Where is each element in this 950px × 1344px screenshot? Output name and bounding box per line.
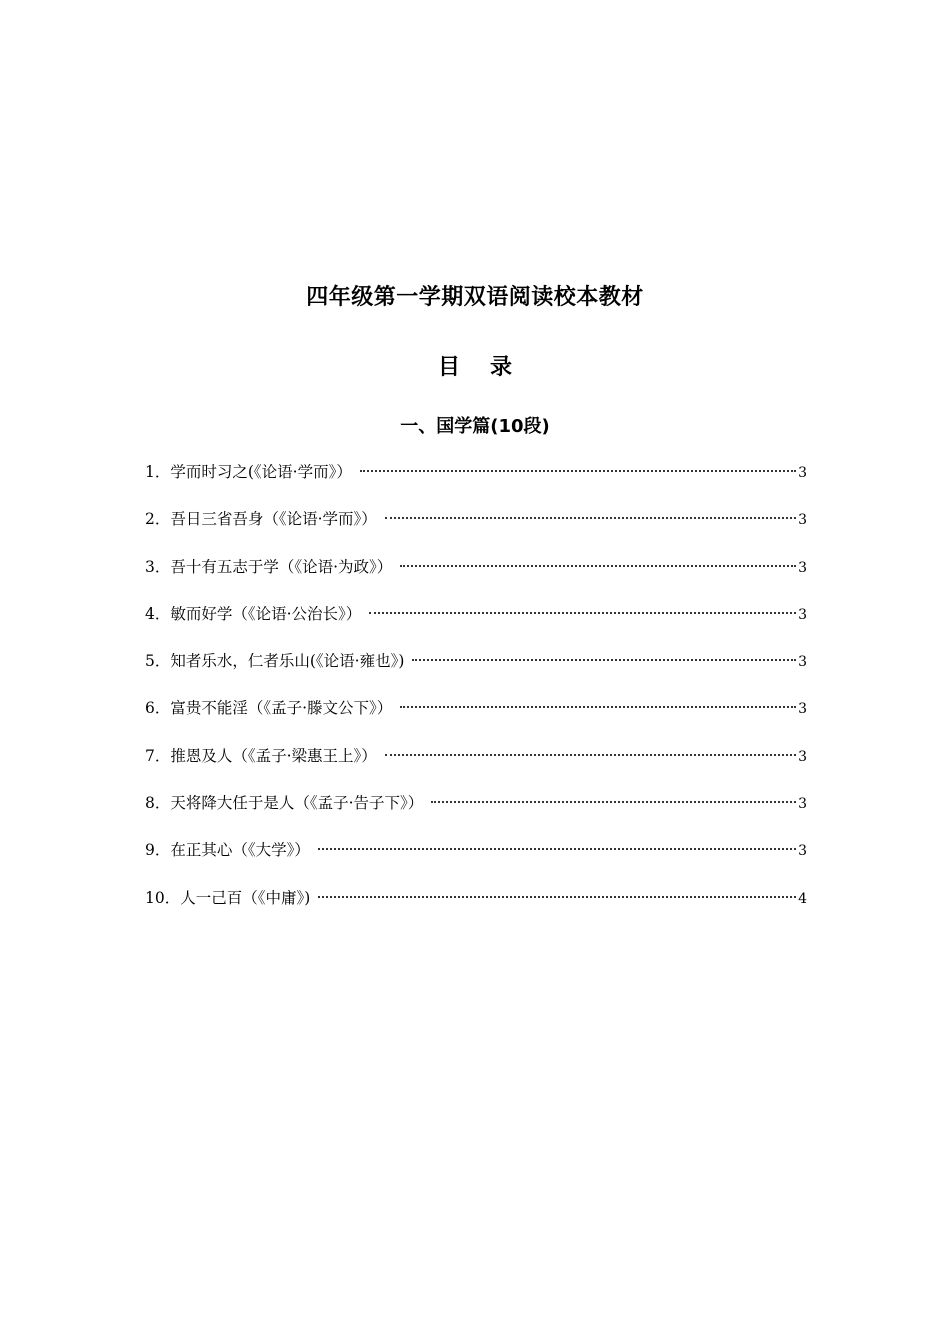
toc-entry-label: 5．知者乐水，仁者乐山(《论语·雍也》) — [145, 652, 405, 671]
dot-leader — [318, 896, 796, 898]
dot-leader — [318, 848, 796, 850]
document-title: 四年级第一学期双语阅读校本教材 — [306, 285, 644, 310]
toc-entry[interactable] — [145, 600, 807, 647]
toc-entry[interactable] — [145, 694, 807, 741]
dot-leader — [431, 801, 796, 803]
toc-entry-label: 2．吾日三省吾身（《论语·学而》） — [145, 510, 377, 529]
toc-entry[interactable] — [145, 647, 807, 694]
toc-entry-page: 3 — [798, 465, 807, 481]
toc-heading-left: 目 — [437, 355, 460, 380]
toc-entry-label: 3．吾十有五志于学（《论语·为政》） — [145, 557, 393, 576]
dot-leader — [385, 754, 796, 756]
toc-entry[interactable] — [145, 458, 807, 505]
toc-entry[interactable] — [145, 789, 807, 836]
toc-entry-page: 3 — [798, 559, 807, 576]
toc-entry-page: 3 — [798, 701, 807, 718]
toc-entry[interactable] — [145, 553, 807, 600]
toc-entry-page: 3 — [798, 512, 807, 529]
toc-entry-label: 10．人一己百（《中庸》) — [145, 888, 311, 907]
toc-entry-label: 1．学而时习之(《论语·学而》） — [145, 463, 352, 481]
toc-entry-page: 3 — [798, 748, 807, 765]
toc-heading — [0, 350, 950, 381]
dot-leader — [400, 706, 796, 708]
toc-entry-page: 3 — [798, 606, 807, 623]
toc-entry-page: 3 — [798, 843, 807, 860]
toc-entry-label: 9．在正其心（《大学》） — [145, 841, 310, 860]
dot-leader — [360, 470, 796, 472]
toc-entry-label: 4．敏而好学（《论语·公治长》） — [145, 604, 362, 623]
dot-leader — [369, 612, 796, 614]
toc-entry[interactable] — [145, 505, 807, 552]
dot-leader — [385, 517, 796, 519]
toc-entry-page: 4 — [798, 890, 807, 907]
toc-entry[interactable] — [145, 836, 807, 883]
toc-entry-label: 8．天将降大任于是人（《孟子·告子下》） — [145, 794, 424, 813]
dot-leader — [400, 565, 796, 567]
toc-entry-label: 7．推恩及人（《孟子·梁惠王上》） — [145, 746, 377, 765]
toc-entry-page: 3 — [798, 654, 807, 671]
toc-entry[interactable] — [145, 742, 807, 789]
section-heading: 一、国学篇(10段) — [400, 416, 550, 437]
toc-entry-label: 6．富贵不能淫（《孟子·滕文公下》） — [145, 699, 393, 718]
toc-entry[interactable] — [145, 884, 807, 931]
toc-heading-right: 录 — [490, 355, 513, 380]
toc-entry-page: 3 — [798, 796, 807, 813]
dot-leader — [412, 659, 796, 661]
toc-list — [145, 458, 807, 931]
